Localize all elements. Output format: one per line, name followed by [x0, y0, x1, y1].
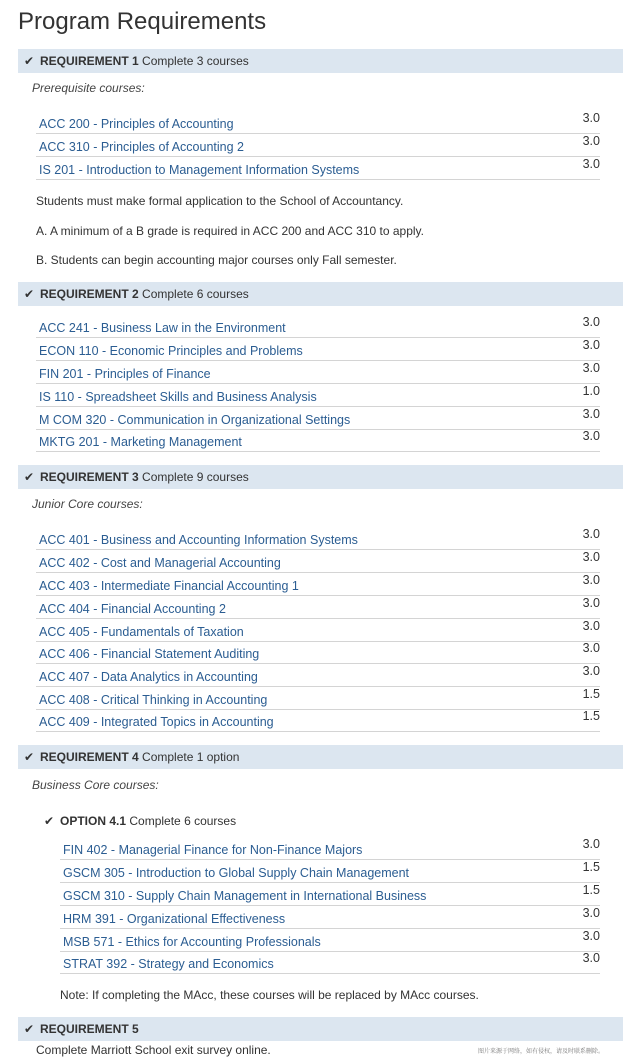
requirement-4-header[interactable]	[18, 745, 623, 769]
course-row	[36, 315, 600, 338]
course-credits: 3.0	[582, 134, 600, 148]
course-credits: 1.5	[582, 687, 600, 701]
course-link[interactable]: M COM 320 - Communication in Organizational Settings	[39, 413, 351, 427]
course-row	[36, 641, 600, 664]
check-icon: ✔	[24, 470, 35, 484]
course-row	[60, 860, 600, 883]
business-core-note: Business Core courses:	[32, 778, 159, 792]
exit-survey-text: Complete Marriott School exit survey online.	[36, 1043, 271, 1057]
course-credits: 1.5	[582, 709, 600, 723]
macc-note: Note: If completing the MAcc, these courses will be replaced by MAcc courses.	[60, 988, 479, 1002]
course-link[interactable]: GSCM 310 - Supply Chain Management in International Business	[63, 889, 427, 903]
course-credits: 3.0	[582, 429, 600, 443]
course-row	[36, 407, 600, 430]
course-row	[36, 338, 600, 361]
requirement-1-header[interactable]	[18, 49, 623, 73]
course-link[interactable]: GSCM 305 - Introduction to Global Supply Chain Management	[63, 866, 410, 880]
course-credits: 3.0	[582, 596, 600, 610]
check-icon: ✔	[24, 287, 35, 301]
watermark-text: 图片来源于网络，如有侵权，请及时联系删除。	[478, 1049, 605, 1055]
course-row	[36, 384, 600, 407]
course-row	[36, 157, 600, 180]
requirement-5-header[interactable]	[18, 1017, 623, 1041]
course-link[interactable]: ACC 405 - Fundamentals of Taxation	[39, 625, 244, 639]
page-title: Program Requirements	[18, 8, 267, 35]
course-credits: 3.0	[582, 338, 600, 352]
course-credits: 3.0	[582, 641, 600, 655]
course-link[interactable]: ACC 404 - Financial Accounting 2	[39, 602, 226, 616]
course-credits: 1.5	[582, 883, 600, 897]
course-link[interactable]: ACC 200 - Principles of Accounting	[39, 117, 234, 131]
course-credits: 3.0	[582, 664, 600, 678]
course-link[interactable]: STRAT 392 - Strategy and Economics	[63, 957, 274, 971]
requirement-label: REQUIREMENT 1	[40, 54, 139, 68]
course-credits: 3.0	[582, 619, 600, 633]
course-link[interactable]: FIN 402 - Managerial Finance for Non-Finance Majors	[63, 843, 363, 857]
course-credits: 3.0	[582, 407, 600, 421]
course-row	[36, 550, 600, 573]
course-row	[60, 929, 600, 952]
course-row	[36, 687, 600, 710]
course-row	[60, 837, 600, 860]
check-icon: ✔	[24, 54, 35, 68]
course-link[interactable]: ACC 409 - Integrated Topics in Accounting	[39, 715, 274, 729]
course-row	[36, 596, 600, 619]
requirement-text: A. A minimum of a B grade is required in ACC 200 and ACC 310 to apply.	[36, 224, 424, 238]
check-icon: ✔	[44, 814, 55, 828]
course-row	[60, 883, 600, 906]
course-link[interactable]: MSB 571 - Ethics for Accounting Professionals	[63, 935, 321, 949]
course-row	[36, 619, 600, 642]
course-credits: 3.0	[582, 527, 600, 541]
course-link[interactable]: ACC 408 - Critical Thinking in Accounting	[39, 693, 268, 707]
requirement-label: REQUIREMENT 4	[40, 750, 139, 764]
course-link[interactable]: ACC 403 - Intermediate Financial Accounting 1	[39, 579, 299, 593]
course-credits: 3.0	[582, 837, 600, 851]
check-icon: ✔	[24, 1022, 35, 1036]
requirement-detail: Complete 6 courses	[142, 287, 249, 301]
course-row	[36, 709, 600, 732]
course-credits: 3.0	[582, 550, 600, 564]
course-link[interactable]: ACC 402 - Cost and Managerial Accounting	[39, 556, 281, 570]
junior-core-note: Junior Core courses:	[32, 497, 143, 511]
course-credits: 3.0	[582, 906, 600, 920]
requirement-3-header[interactable]	[18, 465, 623, 489]
requirement-detail: Complete 9 courses	[142, 470, 249, 484]
requirement-label: REQUIREMENT 2	[40, 287, 139, 301]
course-row	[36, 111, 600, 134]
course-credits: 3.0	[582, 111, 600, 125]
requirement-text: B. Students can begin accounting major courses only Fall semester.	[36, 253, 397, 267]
option-4-1-header[interactable]	[44, 814, 236, 828]
course-credits: 3.0	[582, 951, 600, 965]
course-credits: 1.0	[582, 384, 600, 398]
course-row	[60, 951, 600, 974]
course-row	[36, 134, 600, 157]
course-link[interactable]: ACC 401 - Business and Accounting Information Systems	[39, 533, 358, 547]
course-link[interactable]: ACC 310 - Principles of Accounting 2	[39, 140, 244, 154]
requirement-detail: Complete 1 option	[142, 750, 240, 764]
course-row	[36, 664, 600, 687]
course-link[interactable]: ECON 110 - Economic Principles and Problems	[39, 344, 303, 358]
course-credits: 3.0	[582, 573, 600, 587]
course-link[interactable]: ACC 406 - Financial Statement Auditing	[39, 647, 260, 661]
course-credits: 3.0	[582, 929, 600, 943]
course-link[interactable]: FIN 201 - Principles of Finance	[39, 367, 211, 381]
requirement-text: Students must make formal application to the School of Accountancy.	[36, 194, 404, 208]
requirement-label: REQUIREMENT 5	[40, 1022, 139, 1036]
course-link[interactable]: HRM 391 - Organizational Effectiveness	[63, 912, 286, 926]
course-row	[36, 361, 600, 384]
course-row	[60, 906, 600, 929]
course-row	[36, 429, 600, 452]
course-link[interactable]: IS 110 - Spreadsheet Skills and Business Analysis	[39, 390, 317, 404]
course-row	[36, 573, 600, 596]
course-credits: 1.5	[582, 860, 600, 874]
course-link[interactable]: ACC 407 - Data Analytics in Accounting	[39, 670, 258, 684]
course-credits: 3.0	[582, 157, 600, 171]
course-credits: 3.0	[582, 361, 600, 375]
prerequisite-note: Prerequisite courses:	[32, 81, 145, 95]
course-link[interactable]: ACC 241 - Business Law in the Environment	[39, 321, 286, 335]
requirement-detail: Complete 3 courses	[142, 54, 249, 68]
requirement-2-header[interactable]	[18, 282, 623, 306]
requirement-label: REQUIREMENT 3	[40, 470, 139, 484]
option-detail: Complete 6 courses	[129, 814, 237, 828]
course-credits: 3.0	[582, 315, 600, 329]
option-label: OPTION 4.1	[60, 814, 127, 828]
check-icon: ✔	[24, 750, 35, 764]
course-row	[36, 527, 600, 550]
course-link[interactable]: IS 201 - Introduction to Management Information Systems	[39, 163, 360, 177]
course-link[interactable]: MKTG 201 - Marketing Management	[39, 435, 242, 449]
